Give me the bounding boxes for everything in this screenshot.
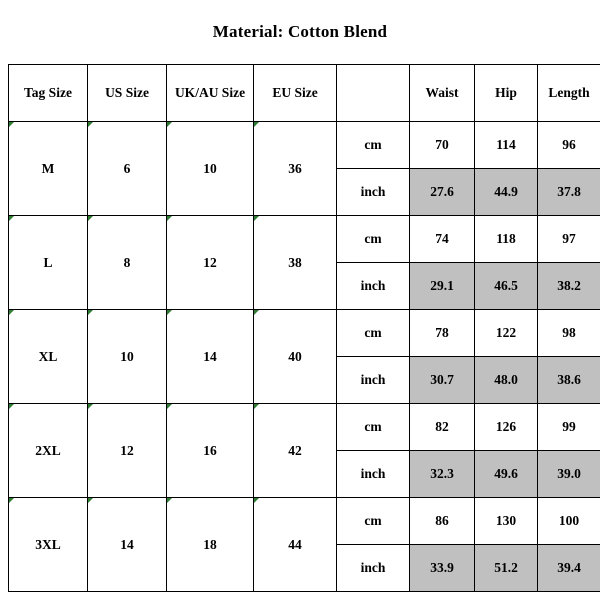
cell-length-inch: 38.6	[538, 357, 600, 404]
cell-waist-inch: 33.9	[410, 545, 475, 592]
cell-length-cm: 97	[538, 216, 600, 263]
cell-length-inch: 37.8	[538, 169, 600, 216]
cell-eu-size: 36	[254, 122, 337, 216]
header-hip: Hip	[475, 65, 538, 122]
cell-unit-cm: cm	[337, 216, 410, 263]
cell-unit-inch: inch	[337, 263, 410, 310]
header-tag-size: Tag Size	[9, 65, 88, 122]
cell-eu-size: 40	[254, 310, 337, 404]
cell-length-inch: 39.4	[538, 545, 600, 592]
cell-length-inch: 39.0	[538, 451, 600, 498]
header-waist: Waist	[410, 65, 475, 122]
size-table	[8, 64, 600, 592]
table-row	[9, 310, 600, 357]
cell-hip-cm: 114	[475, 122, 538, 169]
cell-unit-cm: cm	[337, 498, 410, 545]
cell-unit-inch: inch	[337, 545, 410, 592]
cell-unit-inch: inch	[337, 451, 410, 498]
cell-waist-inch: 32.3	[410, 451, 475, 498]
cell-waist-inch: 29.1	[410, 263, 475, 310]
size-table-container	[8, 64, 592, 592]
table-header-row	[9, 65, 600, 122]
table-body	[9, 122, 600, 592]
cell-hip-cm: 122	[475, 310, 538, 357]
cell-unit-cm: cm	[337, 404, 410, 451]
cell-length-cm: 96	[538, 122, 600, 169]
cell-hip-cm: 126	[475, 404, 538, 451]
cell-waist-cm: 78	[410, 310, 475, 357]
cell-eu-size: 44	[254, 498, 337, 592]
cell-waist-inch: 30.7	[410, 357, 475, 404]
cell-tag-size: XL	[9, 310, 88, 404]
cell-hip-inch: 49.6	[475, 451, 538, 498]
table-row	[9, 216, 600, 263]
cell-us-size: 8	[88, 216, 167, 310]
cell-uk-au-size: 12	[167, 216, 254, 310]
header-uk-au-size: UK/AU Size	[167, 65, 254, 122]
table-row	[9, 122, 600, 169]
cell-tag-size: L	[9, 216, 88, 310]
cell-us-size: 14	[88, 498, 167, 592]
cell-uk-au-size: 14	[167, 310, 254, 404]
table-row	[9, 498, 600, 545]
cell-us-size: 10	[88, 310, 167, 404]
cell-hip-inch: 46.5	[475, 263, 538, 310]
cell-hip-inch: 44.9	[475, 169, 538, 216]
cell-tag-size: 3XL	[9, 498, 88, 592]
cell-length-cm: 99	[538, 404, 600, 451]
cell-hip-cm: 130	[475, 498, 538, 545]
cell-waist-inch: 27.6	[410, 169, 475, 216]
cell-uk-au-size: 18	[167, 498, 254, 592]
cell-length-cm: 100	[538, 498, 600, 545]
cell-waist-cm: 82	[410, 404, 475, 451]
cell-waist-cm: 74	[410, 216, 475, 263]
cell-unit-inch: inch	[337, 357, 410, 404]
table-row	[9, 404, 600, 451]
cell-hip-cm: 118	[475, 216, 538, 263]
cell-unit-cm: cm	[337, 122, 410, 169]
cell-unit-cm: cm	[337, 310, 410, 357]
header-length: Length	[538, 65, 600, 122]
cell-hip-inch: 51.2	[475, 545, 538, 592]
cell-eu-size: 38	[254, 216, 337, 310]
cell-length-cm: 98	[538, 310, 600, 357]
cell-hip-inch: 48.0	[475, 357, 538, 404]
header-unit	[337, 65, 410, 122]
cell-us-size: 12	[88, 404, 167, 498]
header-eu-size: EU Size	[254, 65, 337, 122]
cell-uk-au-size: 10	[167, 122, 254, 216]
cell-tag-size: M	[9, 122, 88, 216]
table-header	[9, 65, 600, 122]
cell-tag-size: 2XL	[9, 404, 88, 498]
cell-eu-size: 42	[254, 404, 337, 498]
cell-length-inch: 38.2	[538, 263, 600, 310]
cell-waist-cm: 86	[410, 498, 475, 545]
header-us-size: US Size	[88, 65, 167, 122]
page-title: Material: Cotton Blend	[212, 22, 388, 41]
cell-unit-inch: inch	[337, 169, 410, 216]
cell-us-size: 6	[88, 122, 167, 216]
cell-waist-cm: 70	[410, 122, 475, 169]
cell-uk-au-size: 16	[167, 404, 254, 498]
